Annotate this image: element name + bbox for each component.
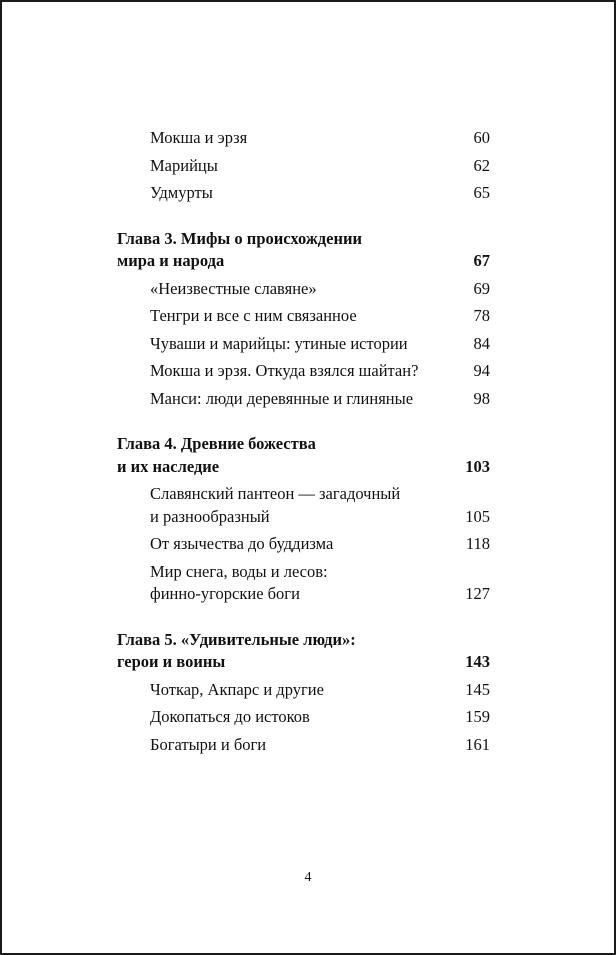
toc-entry-title-line: и разнообразный: [150, 506, 270, 526]
toc-entry: [117, 333, 490, 356]
toc-entry-page: 161: [465, 734, 490, 754]
toc-entry-page: 60: [473, 128, 490, 147]
toc-entry: [117, 706, 490, 729]
toc-entry-title: [117, 127, 460, 150]
toc-entry-title-line: Удмурты: [150, 183, 213, 202]
toc-entry-page: 145: [465, 679, 490, 699]
toc-entry: [117, 483, 490, 528]
toc-chapter-page: 143: [465, 652, 490, 671]
toc-entry: [117, 127, 490, 150]
toc-chapter-title-line: Глава 4. Древние божества: [117, 434, 316, 453]
toc-entry: [117, 182, 490, 205]
toc-entry-title-line: Марийцы: [150, 155, 218, 175]
toc-chapter-title-line: и их наследие: [117, 456, 220, 476]
toc-entry-title-line: Докопаться до истоков: [150, 707, 310, 726]
toc-entry-title-line: Мокша и эрзя: [150, 128, 248, 147]
toc-entry-title: [117, 561, 460, 606]
toc-entry-title-line: Славянский пантеон — загадочный: [150, 484, 401, 503]
toc-entry-title: [117, 483, 460, 528]
toc-entry-page: 62: [473, 155, 490, 175]
toc-chapter-heading: [117, 433, 490, 478]
toc-entry-page: 159: [465, 707, 490, 726]
toc-entry-page: 94: [473, 361, 490, 380]
toc-entry-page: 127: [465, 584, 490, 603]
toc-entry-title-line: Манси: люди деревянные и глиняные: [150, 388, 414, 408]
toc-entry-page: 65: [473, 183, 490, 202]
toc-entry-title: [117, 182, 460, 205]
toc-chapter-title-line: Глава 5. «Удивительные люди»:: [117, 629, 356, 649]
toc-entry: [117, 533, 490, 556]
toc-chapter-title-line: Глава 3. Мифы о происхождении: [117, 228, 362, 248]
toc-entry-page: 69: [473, 278, 490, 298]
toc-entry-title-line: Мокша и эрзя. Откуда взялся шайтан?: [150, 361, 419, 380]
toc-entry: [117, 734, 490, 757]
toc-entry-page: 118: [465, 534, 490, 553]
toc-entry-title-line: «Неизвестные славяне»: [150, 278, 317, 298]
toc-entry-title-line: финно-угорские боги: [150, 584, 300, 603]
toc-entry: [117, 679, 490, 702]
toc-chapter-title: [117, 433, 465, 478]
toc-entry-title: [117, 706, 460, 729]
toc-entry-page: 98: [473, 388, 490, 408]
toc-entry: [117, 388, 490, 411]
toc-entry-title: [117, 360, 460, 383]
toc-entry: [117, 278, 490, 301]
toc-chapter-page: 103: [465, 456, 490, 476]
toc-chapter-page: 67: [473, 251, 490, 270]
toc-entry-title-line: От язычества до буддизма: [150, 534, 334, 553]
toc-entry-title: [117, 333, 460, 356]
toc-entry-title-line: Чуваши и марийцы: утиные истории: [150, 333, 408, 353]
toc-chapter-title-line: герои и воины: [117, 652, 226, 671]
toc-entry: [117, 155, 490, 178]
toc-entry-title-line: Тенгри и все с ним связанное: [150, 306, 357, 325]
page-number: 4: [304, 870, 312, 885]
toc-chapter-heading: [117, 629, 490, 674]
toc-entry-title: [117, 533, 460, 556]
toc-entry-title-line: Мир снега, воды и лесов:: [150, 561, 328, 581]
toc-chapter-title: [117, 629, 465, 674]
toc-entry-title: [117, 734, 460, 757]
toc-entry: [117, 305, 490, 328]
toc-entry-title-line: Чоткар, Акпарс и другие: [150, 679, 324, 699]
toc-chapter-heading: [117, 228, 490, 273]
toc-chapter-title: [117, 228, 474, 273]
toc-entry: [117, 360, 490, 383]
toc-entry-title: [117, 679, 460, 702]
toc-entry-title: [117, 388, 460, 411]
toc-entry-page: 105: [465, 506, 490, 526]
toc-entry-title: [117, 155, 460, 178]
toc-entry-page: 84: [473, 333, 490, 353]
toc-entry: [117, 561, 490, 606]
toc-chapter-title-line: мира и народа: [117, 251, 225, 270]
toc-entry-page: 78: [473, 306, 490, 325]
toc-entry-title: [117, 305, 460, 328]
table-of-contents: [117, 127, 490, 756]
toc-entry-title: [117, 278, 460, 301]
toc-entry-title-line: Богатыри и боги: [150, 734, 267, 754]
